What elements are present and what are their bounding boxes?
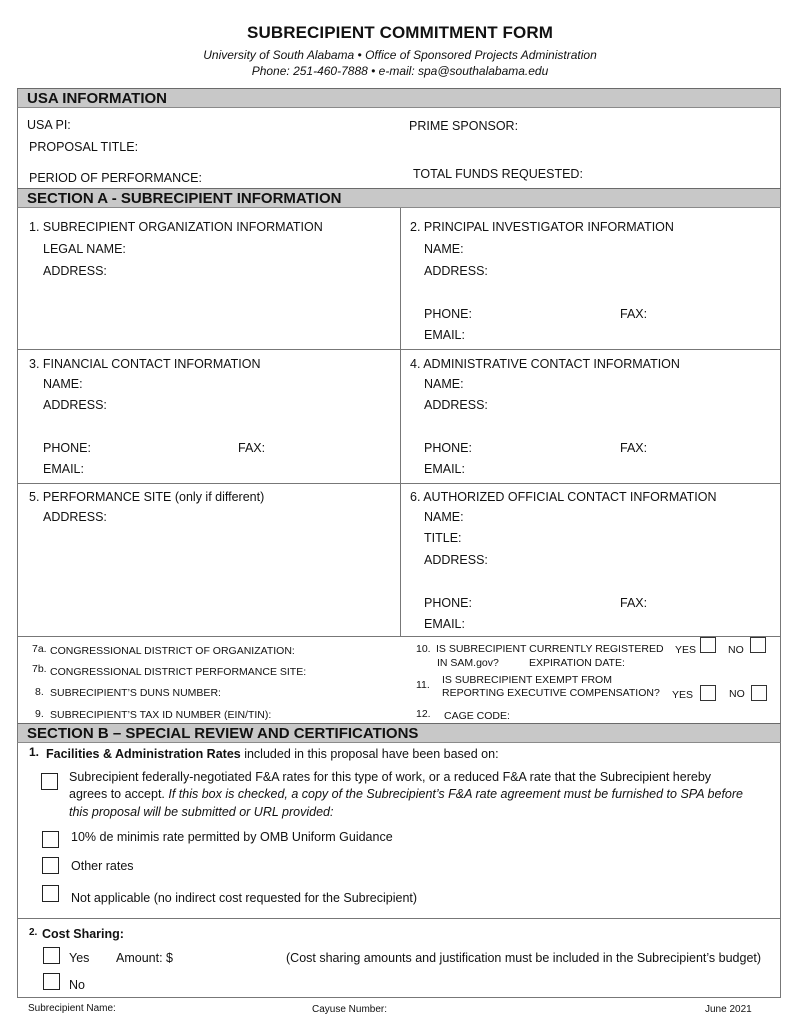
box3-address-field[interactable]: ADDRESS: (43, 398, 107, 412)
box6-phone-field[interactable]: PHONE: (424, 596, 472, 610)
box4-address-field[interactable]: ADDRESS: (424, 398, 488, 412)
cost-sharing-yes-checkbox[interactable] (43, 947, 60, 964)
fa-other-rates-label: Other rates (71, 859, 134, 873)
item-11-no-checkbox[interactable] (751, 685, 767, 701)
box5-title: 5. PERFORMANCE SITE (only if different) (29, 490, 265, 504)
cost-sharing-amount-field[interactable]: Amount: $ (116, 951, 173, 965)
box6-address-field[interactable]: ADDRESS: (424, 553, 488, 567)
usa-information-header (17, 88, 781, 108)
fa-de-minimis-checkbox[interactable] (42, 831, 59, 848)
row-divider (17, 636, 781, 637)
fa-negotiated-line2b: If this box is checked, a copy of the Subrecipient’s F&A rate agreement must be furnished to SPA before (168, 787, 743, 801)
box3-fax-field[interactable]: FAX: (238, 441, 266, 455)
box3-title: 3. FINANCIAL CONTACT INFORMATION (29, 357, 261, 371)
item-11-question-line2: REPORTING EXECUTIVE COMPENSATION? (442, 687, 660, 699)
box6-fax-field[interactable]: FAX: (620, 596, 648, 610)
item-10-expiration-date-field[interactable]: EXPIRATION DATE: (529, 657, 625, 669)
box6-title: 6. AUTHORIZED OFFICIAL CONTACT INFORMATION (410, 490, 717, 504)
item-10-question: IS SUBRECIPIENT CURRENTLY REGISTERED (436, 643, 664, 655)
item-8-field[interactable]: SUBRECIPIENT’S DUNS NUMBER: (50, 687, 221, 699)
box5-address-field[interactable]: ADDRESS: (43, 510, 107, 524)
fa-negotiated-line1: Subrecipient federally-negotiated F&A rates for this type of work, or a reduced F&A rate that the Subrecipient hereby (69, 770, 712, 784)
box1-legal-name-field[interactable]: LEGAL NAME: (43, 242, 126, 256)
item-8-number: 8. (35, 686, 44, 698)
usa-information-heading: USA INFORMATION (27, 90, 167, 107)
section-a-column-divider (400, 208, 401, 636)
fa-other-rates-checkbox[interactable] (42, 857, 59, 874)
section-b-header (17, 723, 781, 743)
item-12-cage-code-field[interactable]: CAGE CODE: (444, 710, 510, 722)
box3-name-field[interactable]: NAME: (43, 377, 83, 391)
item-7a-field[interactable]: CONGRESSIONAL DISTRICT OF ORGANIZATION: (50, 645, 295, 657)
box4-phone-field[interactable]: PHONE: (424, 441, 472, 455)
item-9-number: 9. (35, 708, 44, 720)
usa-pi-field[interactable]: USA PI: (27, 118, 71, 132)
section-a-heading: SECTION A - SUBRECIPIENT INFORMATION (27, 190, 342, 207)
box3-email-field[interactable]: EMAIL: (43, 462, 84, 476)
q2-number: 2. (29, 927, 38, 938)
item-11-question-line1: IS SUBRECIPIENT EXEMPT FROM (442, 674, 612, 686)
cost-sharing-no-label: No (69, 978, 85, 992)
cost-sharing-no-checkbox[interactable] (43, 973, 60, 990)
fa-not-applicable-label: Not applicable (no indirect cost requested for the Subrecipient) (71, 891, 418, 905)
item-11-yes-checkbox[interactable] (700, 685, 716, 701)
row-divider (17, 483, 781, 484)
box1-address-field[interactable]: ADDRESS: (43, 264, 107, 278)
box2-address-field[interactable]: ADDRESS: (424, 264, 488, 278)
footer-subrecipient-name: Subrecipient Name: (28, 1003, 116, 1014)
form-bottom-border (17, 997, 781, 998)
box2-email-field[interactable]: EMAIL: (424, 328, 465, 342)
item-11-no-label: NO (729, 688, 745, 700)
box4-name-field[interactable]: NAME: (424, 377, 464, 391)
q1-bold-label: Facilities & Administration Rates (46, 747, 241, 761)
fa-negotiated-checkbox[interactable] (41, 773, 58, 790)
section-b-divider (17, 918, 781, 919)
q1-number: 1. (29, 745, 40, 759)
item-11-number: 11. (416, 679, 430, 691)
section-a-header (17, 188, 781, 208)
q1-label-rest: included in this proposal have been based on: (240, 747, 499, 761)
footer-cayuse-number: Cayuse Number: (312, 1004, 388, 1015)
form-subtitle: University of South Alabama • Office of Sponsored Projects Administration (203, 48, 597, 62)
box2-name-field[interactable]: NAME: (424, 242, 464, 256)
box2-phone-field[interactable]: PHONE: (424, 307, 472, 321)
box2-title: 2. PRINCIPAL INVESTIGATOR INFORMATION (410, 220, 674, 234)
box1-title: 1. SUBRECIPIENT ORGANIZATION INFORMATION (29, 220, 323, 234)
item-10-yes-checkbox[interactable] (700, 637, 716, 653)
box6-name-field[interactable]: NAME: (424, 510, 464, 524)
item-10-no-checkbox[interactable] (750, 637, 766, 653)
box4-fax-field[interactable]: FAX: (620, 441, 648, 455)
item-7a-number: 7a. (32, 643, 47, 655)
section-b-heading: SECTION B – SPECIAL REVIEW AND CERTIFICATIONS (27, 725, 419, 742)
box4-title: 4. ADMINISTRATIVE CONTACT INFORMATION (410, 357, 680, 371)
total-funds-requested-field[interactable]: TOTAL FUNDS REQUESTED: (413, 167, 583, 181)
item-10-number: 10. (416, 643, 431, 655)
proposal-title-field[interactable]: PROPOSAL TITLE: (29, 140, 139, 154)
box6-title-field[interactable]: TITLE: (424, 531, 462, 545)
form-contact: Phone: 251-460-7888 • e-mail: spa@southalabama.edu (251, 64, 549, 78)
form-title: SUBRECIPIENT COMMITMENT FORM (247, 23, 553, 42)
period-of-performance-field[interactable]: PERIOD OF PERFORMANCE: (29, 171, 202, 185)
item-10-no-label: NO (728, 644, 744, 656)
item-9-field[interactable]: SUBRECIPIENT’S TAX ID NUMBER (EIN/TIN): (50, 709, 272, 721)
item-10-yes-label: YES (675, 644, 697, 656)
fa-negotiated-line3: this proposal will be submitted or URL provided: (69, 805, 334, 819)
box6-email-field[interactable]: EMAIL: (424, 617, 465, 631)
row-divider (17, 349, 781, 350)
footer-date: June 2021 (705, 1004, 752, 1015)
item-7b-field[interactable]: CONGRESSIONAL DISTRICT PERFORMANCE SITE: (50, 666, 307, 678)
item-11-yes-label: YES (672, 689, 694, 701)
prime-sponsor-field[interactable]: PRIME SPONSOR: (409, 119, 519, 133)
fa-de-minimis-label: 10% de minimis rate permitted by OMB Uniform Guidance (71, 830, 393, 844)
cost-sharing-note: (Cost sharing amounts and justification must be included in the Subrecipient’s budget) (286, 951, 762, 965)
fa-not-applicable-checkbox[interactable] (42, 885, 59, 902)
item-12-number: 12. (416, 708, 431, 720)
box2-fax-field[interactable]: FAX: (620, 307, 648, 321)
cost-sharing-yes-label: Yes (69, 951, 90, 965)
item-7b-number: 7b. (32, 663, 47, 675)
box3-phone-field[interactable]: PHONE: (43, 441, 91, 455)
fa-negotiated-line2a: agrees to accept. (69, 787, 169, 801)
item-10-sam: IN SAM.gov? (437, 657, 499, 669)
box4-email-field[interactable]: EMAIL: (424, 462, 465, 476)
q2-label: Cost Sharing: (42, 927, 124, 941)
